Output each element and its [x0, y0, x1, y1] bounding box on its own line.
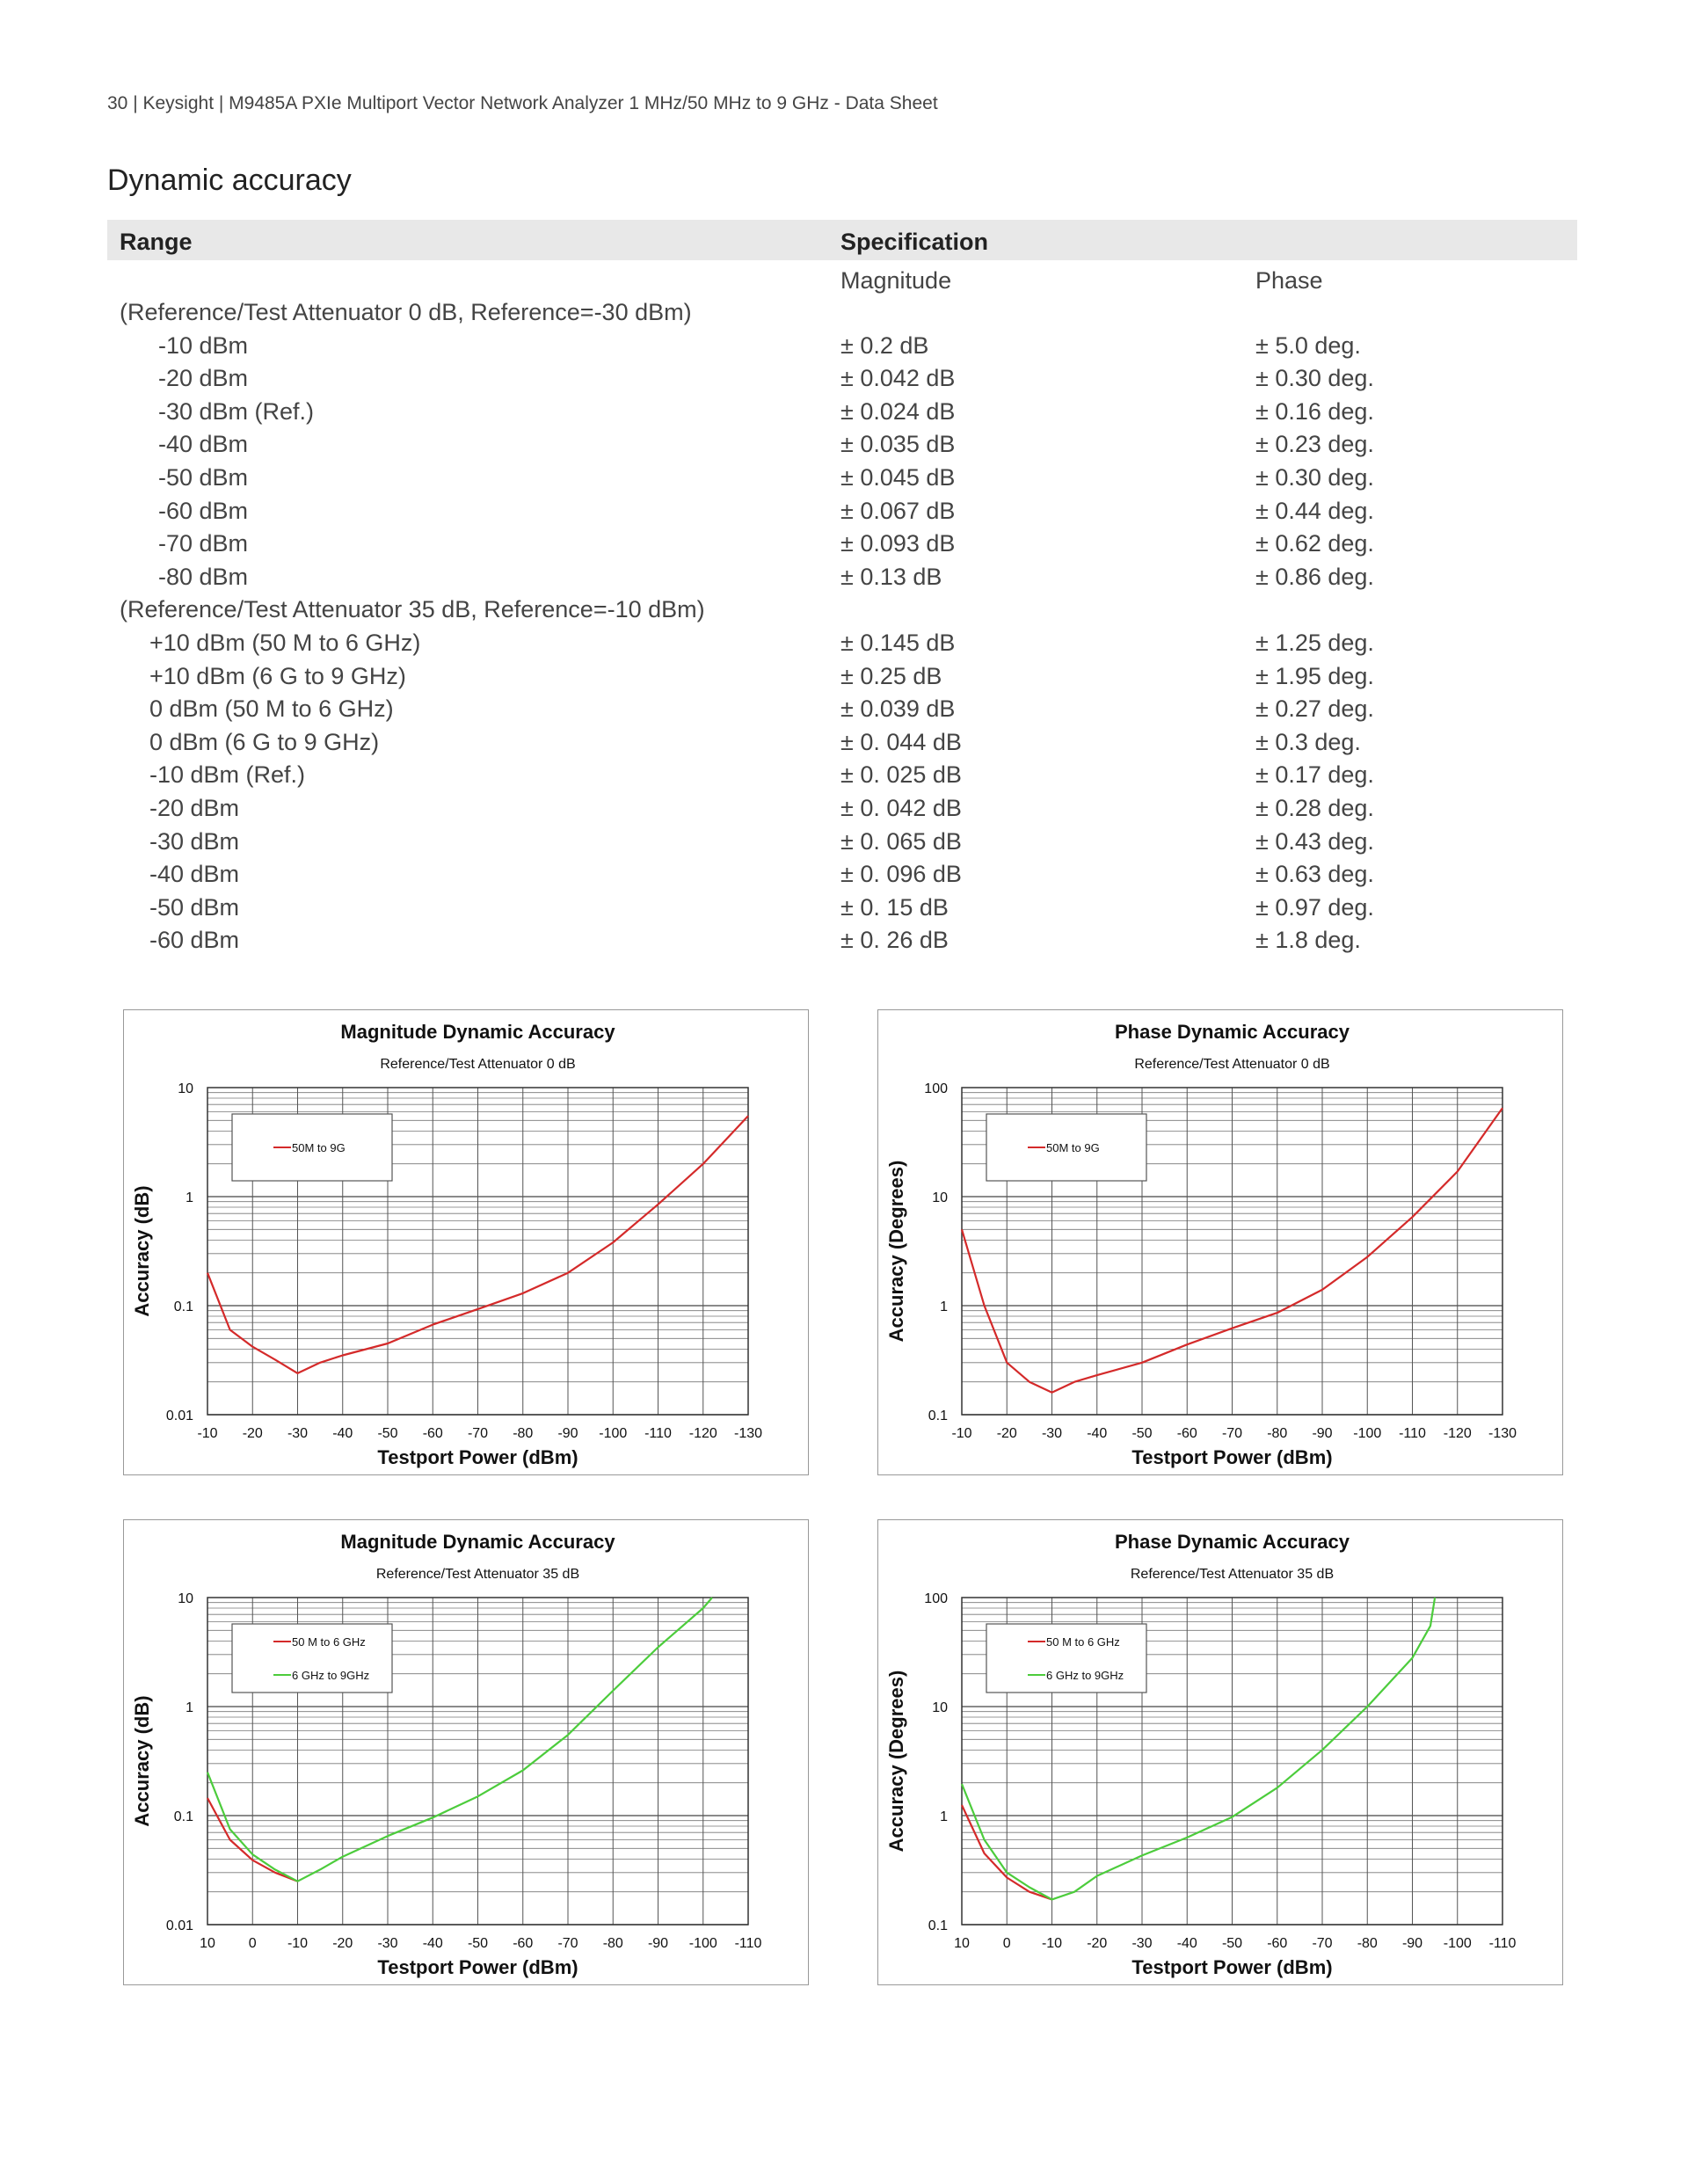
- cell-range: -30 dBm: [149, 827, 240, 855]
- subheader-magnitude: Magnitude: [840, 267, 952, 294]
- chart-legend: [986, 1114, 1146, 1181]
- table-row: [0, 498, 1688, 530]
- x-tick-label: -30: [1131, 1936, 1153, 1951]
- x-tick-label: -50: [467, 1936, 489, 1951]
- x-tick-label: -40: [332, 1426, 353, 1441]
- cell-phase: ± 0.17 deg.: [1255, 761, 1374, 789]
- x-tick-label: -120: [1443, 1426, 1472, 1441]
- cell-magnitude: ± 0.024 dB: [840, 397, 956, 425]
- cell-phase: ± 0.43 deg.: [1255, 827, 1374, 855]
- x-tick-label: -110: [1399, 1426, 1426, 1441]
- x-tick-label: -90: [557, 1426, 578, 1441]
- y-tick-label: 100: [924, 1591, 948, 1606]
- cell-range: +10 dBm (50 M to 6 GHz): [149, 630, 421, 656]
- x-tick-label: -130: [733, 1426, 763, 1441]
- y-tick-label: 0.01: [165, 1918, 193, 1933]
- chart-magnitude-35db: [123, 1519, 809, 1985]
- x-tick-label: -10: [951, 1426, 972, 1441]
- legend-label: 50 M to 6 GHz: [292, 1635, 366, 1649]
- y-axis-label: Accuracy (Degrees): [885, 1670, 907, 1853]
- y-tick-label: 0.01: [165, 1409, 193, 1423]
- table-group-row: [0, 299, 1688, 331]
- table-row: [0, 630, 1688, 662]
- section-title: Dynamic accuracy: [107, 164, 352, 197]
- cell-magnitude: ± 0.067 dB: [840, 497, 956, 524]
- table-header: [107, 220, 1577, 260]
- chart-subtitle: Reference/Test Attenuator 0 dB: [380, 1057, 576, 1072]
- cell-magnitude: ± 0. 15 dB: [840, 893, 949, 921]
- cell-magnitude: ± 0. 096 dB: [840, 861, 962, 888]
- cell-magnitude: ± 0. 025 dB: [840, 761, 962, 789]
- cell-range: -10 dBm: [158, 331, 249, 359]
- table-row: [0, 398, 1688, 431]
- x-axis-label: Testport Power (dBm): [377, 1446, 578, 1468]
- cell-magnitude: ± 0. 044 dB: [840, 728, 962, 755]
- cell-range: -30 dBm (Ref.): [158, 397, 315, 425]
- cell-phase: ± 0.63 deg.: [1255, 861, 1374, 888]
- table-row: [0, 828, 1688, 861]
- x-tick-label: -80: [513, 1426, 534, 1441]
- x-axis-label: Testport Power (dBm): [1131, 1446, 1333, 1468]
- x-tick-label: -90: [1401, 1936, 1423, 1951]
- cell-range: -40 dBm: [149, 861, 240, 888]
- chart-legend: [232, 1114, 392, 1181]
- cell-phase: ± 0.23 deg.: [1255, 431, 1374, 458]
- table-row: [0, 431, 1688, 463]
- table-row: [0, 530, 1688, 563]
- x-tick-label: -50: [1221, 1936, 1243, 1951]
- x-tick-label: -110: [644, 1426, 672, 1441]
- y-tick-label: 1: [940, 1299, 948, 1314]
- x-tick-label: 10: [200, 1936, 215, 1951]
- cell-range: -20 dBm: [158, 365, 249, 392]
- table-row: [0, 464, 1688, 497]
- y-axis-label: Accuracy (dB): [131, 1185, 153, 1317]
- y-axis-label: Accuracy (Degrees): [885, 1160, 907, 1343]
- x-tick-label: -70: [1221, 1426, 1243, 1441]
- x-tick-label: -10: [287, 1936, 309, 1951]
- x-tick-label: -30: [1041, 1426, 1063, 1441]
- x-tick-label: -60: [1267, 1936, 1288, 1951]
- page-header: 30 | Keysight | M9485A PXIe Multiport Vector Network Analyzer 1 MHz/50 MHz to 9 GHz - Data Sheet: [107, 93, 938, 113]
- x-tick-label: -30: [287, 1426, 309, 1441]
- cell-range: -50 dBm: [149, 893, 240, 921]
- cell-range: -70 dBm: [158, 530, 249, 557]
- table-row: [0, 795, 1688, 827]
- cell-magnitude: ± 0.039 dB: [840, 695, 956, 723]
- cell-magnitude: ± 0. 042 dB: [840, 795, 962, 821]
- y-axis-label: Accuracy (dB): [131, 1695, 153, 1827]
- y-tick-label: 10: [178, 1591, 193, 1606]
- legend-label: 50 M to 6 GHz: [1046, 1635, 1120, 1649]
- cell-magnitude: ± 0.042 dB: [840, 365, 956, 392]
- legend-label: 6 GHz to 9GHz: [292, 1669, 370, 1682]
- cell-phase: ± 0.97 deg.: [1255, 893, 1374, 921]
- x-tick-label: -100: [1443, 1936, 1472, 1951]
- column-header-range: Range: [120, 229, 193, 255]
- cell-phase: ± 1.95 deg.: [1255, 662, 1374, 689]
- x-tick-label: -80: [602, 1936, 623, 1951]
- x-axis-label: Testport Power (dBm): [1131, 1956, 1333, 1978]
- chart-title: Phase Dynamic Accuracy: [1115, 1021, 1350, 1043]
- x-tick-label: 10: [954, 1936, 970, 1951]
- cell-phase: ± 0.62 deg.: [1255, 530, 1374, 557]
- x-tick-label: -10: [197, 1426, 218, 1441]
- x-tick-label: -20: [332, 1936, 353, 1951]
- chart-phase-35db-plot: [878, 1520, 1564, 1986]
- table-row: [0, 663, 1688, 695]
- cell-magnitude: ± 0.035 dB: [840, 431, 956, 458]
- cell-magnitude: ± 0. 065 dB: [840, 827, 962, 855]
- chart-magnitude-0db: [123, 1009, 809, 1475]
- x-tick-label: -80: [1267, 1426, 1288, 1441]
- chart-subtitle: Reference/Test Attenuator 35 dB: [1130, 1567, 1335, 1582]
- cell-magnitude: ± 0.2 dB: [840, 331, 929, 359]
- x-tick-label: -100: [599, 1426, 628, 1441]
- cell-range: (Reference/Test Attenuator 35 dB, Reference=-10 dBm): [120, 596, 705, 623]
- legend-label: 50M to 9G: [1046, 1141, 1100, 1154]
- table-row: [0, 365, 1688, 397]
- cell-range: -80 dBm: [158, 563, 249, 590]
- chart-title: Magnitude Dynamic Accuracy: [340, 1021, 615, 1043]
- cell-range: (Reference/Test Attenuator 0 dB, Reference=-30 dBm): [120, 299, 692, 325]
- cell-phase: ± 1.25 deg.: [1255, 630, 1374, 656]
- x-tick-label: -100: [688, 1936, 717, 1951]
- cell-range: 0 dBm (50 M to 6 GHz): [149, 695, 394, 723]
- y-tick-label: 0.1: [173, 1809, 193, 1824]
- y-tick-label: 10: [178, 1081, 193, 1096]
- x-tick-label: -90: [1312, 1426, 1333, 1441]
- chart-magnitude-35db-plot: [124, 1520, 810, 1986]
- cell-phase: ± 0.3 deg.: [1255, 728, 1361, 755]
- x-axis-label: Testport Power (dBm): [377, 1956, 578, 1978]
- x-tick-label: -30: [377, 1936, 398, 1951]
- y-tick-label: 1: [940, 1809, 948, 1824]
- legend-frame: [986, 1624, 1146, 1693]
- cell-range: 0 dBm (6 G to 9 GHz): [149, 728, 380, 755]
- legend-frame: [232, 1624, 392, 1693]
- y-tick-label: 10: [932, 1700, 948, 1715]
- table-row: [0, 894, 1688, 927]
- cell-phase: ± 0.30 deg.: [1255, 464, 1374, 491]
- cell-magnitude: ± 0.045 dB: [840, 464, 956, 491]
- legend-label: 50M to 9G: [292, 1141, 346, 1154]
- y-tick-label: 0.1: [928, 1918, 948, 1933]
- y-tick-label: 1: [186, 1190, 193, 1205]
- cell-range: -40 dBm: [158, 431, 249, 458]
- x-tick-label: -70: [557, 1936, 578, 1951]
- cell-phase: ± 1.8 deg.: [1255, 927, 1361, 954]
- chart-phase-0db-plot: [878, 1010, 1564, 1476]
- chart-title: Magnitude Dynamic Accuracy: [340, 1531, 615, 1553]
- cell-range: -20 dBm: [149, 795, 240, 821]
- chart-subtitle: Reference/Test Attenuator 0 dB: [1134, 1057, 1330, 1072]
- cell-magnitude: ± 0. 26 dB: [840, 927, 949, 954]
- cell-phase: ± 0.27 deg.: [1255, 695, 1374, 723]
- x-tick-label: -60: [513, 1936, 534, 1951]
- chart-legend: [986, 1624, 1146, 1693]
- x-tick-label: -40: [1176, 1936, 1197, 1951]
- y-tick-label: 0.1: [928, 1409, 948, 1423]
- table-row: [0, 761, 1688, 794]
- cell-phase: ± 0.86 deg.: [1255, 563, 1374, 590]
- chart-magnitude-0db-plot: [124, 1010, 810, 1476]
- x-tick-label: 0: [248, 1936, 257, 1951]
- y-tick-label: 10: [932, 1190, 948, 1205]
- x-tick-label: -50: [1131, 1426, 1153, 1441]
- table-group-row: [0, 596, 1688, 629]
- legend-label: 6 GHz to 9GHz: [1046, 1669, 1124, 1682]
- column-header-specification: Specification: [840, 229, 989, 255]
- x-tick-label: -60: [1176, 1426, 1197, 1441]
- cell-phase: ± 0.44 deg.: [1255, 497, 1374, 524]
- x-tick-label: -20: [1087, 1936, 1108, 1951]
- cell-phase: ± 0.16 deg.: [1255, 397, 1374, 425]
- x-tick-label: -80: [1357, 1936, 1378, 1951]
- table-row: [0, 861, 1688, 893]
- x-tick-label: 0: [1002, 1936, 1011, 1951]
- cell-range: -50 dBm: [158, 464, 249, 491]
- cell-range: -60 dBm: [158, 497, 249, 524]
- chart-subtitle: Reference/Test Attenuator 35 dB: [375, 1567, 580, 1582]
- x-tick-label: -110: [1488, 1936, 1517, 1951]
- cell-range: +10 dBm (6 G to 9 GHz): [149, 662, 406, 689]
- x-tick-label: -60: [422, 1426, 443, 1441]
- x-tick-label: -90: [647, 1936, 669, 1951]
- chart-phase-0db: [877, 1009, 1563, 1475]
- x-tick-label: -70: [467, 1426, 489, 1441]
- x-tick-label: -50: [377, 1426, 398, 1441]
- cell-phase: ± 0.30 deg.: [1255, 365, 1374, 392]
- cell-magnitude: ± 0.13 dB: [840, 563, 942, 590]
- y-tick-label: 0.1: [173, 1299, 193, 1314]
- cell-magnitude: ± 0.25 dB: [840, 662, 942, 689]
- x-tick-label: -120: [688, 1426, 717, 1441]
- cell-range: -60 dBm: [149, 927, 240, 954]
- cell-phase: ± 5.0 deg.: [1255, 331, 1361, 359]
- table-row: [0, 564, 1688, 596]
- x-tick-label: -20: [242, 1426, 263, 1441]
- subheader-phase: Phase: [1255, 267, 1323, 294]
- x-tick-label: -70: [1312, 1936, 1333, 1951]
- table-row: [0, 695, 1688, 728]
- x-tick-label: -20: [996, 1426, 1017, 1441]
- x-tick-label: -40: [1087, 1426, 1108, 1441]
- x-tick-label: -130: [1488, 1426, 1517, 1441]
- cell-phase: ± 0.28 deg.: [1255, 795, 1374, 821]
- x-tick-label: -110: [734, 1936, 762, 1951]
- table-row: [0, 927, 1688, 959]
- x-tick-label: -100: [1353, 1426, 1382, 1441]
- y-tick-label: 100: [924, 1081, 948, 1096]
- table-row: [0, 332, 1688, 365]
- cell-magnitude: ± 0.145 dB: [840, 630, 956, 656]
- chart-legend: [232, 1624, 392, 1693]
- table-row: [0, 729, 1688, 761]
- x-tick-label: -10: [1041, 1936, 1063, 1951]
- cell-range: -10 dBm (Ref.): [149, 761, 306, 789]
- chart-phase-35db: [877, 1519, 1563, 1985]
- y-tick-label: 1: [186, 1700, 193, 1715]
- chart-title: Phase Dynamic Accuracy: [1115, 1531, 1350, 1553]
- x-tick-label: -40: [422, 1936, 443, 1951]
- cell-magnitude: ± 0.093 dB: [840, 530, 956, 557]
